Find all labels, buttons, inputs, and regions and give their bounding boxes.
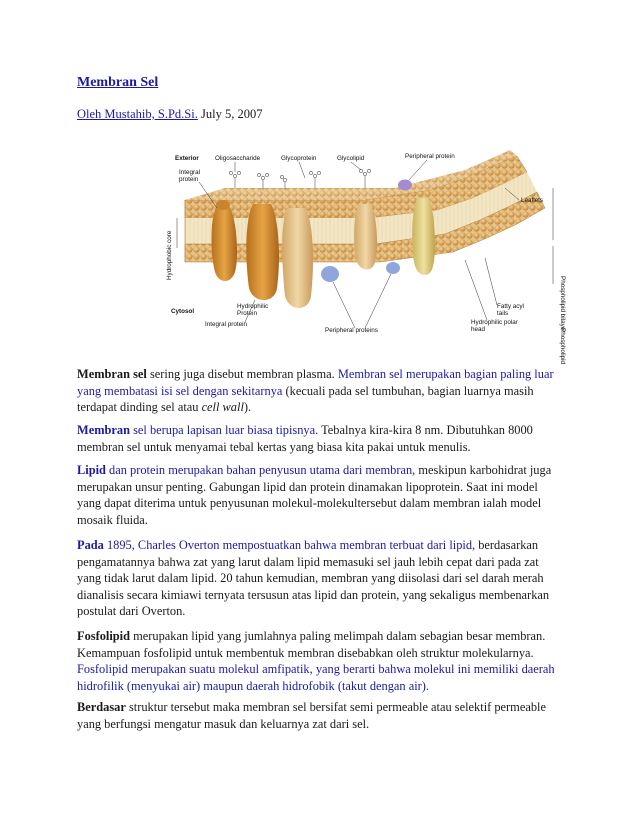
label-hydrophilic-protein-1: Hydrophilic bbox=[237, 303, 269, 310]
label-exterior: Exterior bbox=[175, 155, 199, 162]
text-line bbox=[77, 661, 567, 678]
label-fatty-acyl-2: tails bbox=[497, 310, 509, 317]
text-line bbox=[77, 462, 567, 479]
text-line bbox=[77, 383, 567, 400]
integral-protein-2 bbox=[246, 204, 279, 300]
integral-protein-4 bbox=[354, 204, 377, 270]
label-integral-protein-bottom: Integral protein bbox=[205, 321, 248, 328]
label-integral-protein-top-1: Integral bbox=[179, 169, 201, 176]
body-text: meskipun karbohidrat juga bbox=[415, 463, 552, 477]
highlight-text: Membran sel merupakan bagian paling luar bbox=[337, 367, 554, 381]
text-line bbox=[77, 439, 567, 456]
body-text: postulat dari Overton. bbox=[77, 604, 186, 619]
text-line bbox=[77, 716, 567, 733]
highlight-text: Fosfolipid merupakan suatu molekul amfipatik, yang berarti bahwa molekul ini memiliki daerah bbox=[77, 662, 555, 677]
integral-protein-3 bbox=[282, 208, 313, 308]
body-text: (kecuali pada sel tumbuhan, bagian luarnya masih bbox=[282, 383, 534, 398]
label-fatty-acyl-1: Fatty acyl bbox=[497, 303, 524, 310]
body-text: membran sel untuk menyamai tebal kertas yang biasa kita pakai untuk menulis. bbox=[77, 439, 471, 454]
body-text: yang dapat diterima untuk penyusunan molekul-molekultersebut dalam membran ialah model bbox=[77, 496, 542, 511]
text-line bbox=[77, 366, 567, 383]
body-text: pengamatannya bahwa zat yang larut dalam lipid memasuki sel jauh lebih cepat dari pada zat bbox=[77, 554, 539, 569]
body-text: ). bbox=[243, 400, 252, 415]
paragraph-6 bbox=[77, 699, 567, 732]
highlight-text: Berdasar bbox=[77, 700, 126, 714]
label-oligosaccharide: Oligosaccharide bbox=[215, 155, 261, 162]
peripheral-protein-bottom-1 bbox=[321, 266, 339, 282]
label-phospholipid: Phospholipid bbox=[559, 328, 566, 365]
label-hydrophobic-core: Hydrophobic core bbox=[166, 230, 173, 280]
paragraph-2 bbox=[77, 422, 567, 455]
label-integral-protein-top-2: protein bbox=[179, 176, 199, 183]
body-text: Kemampuan fosfolipid untuk membentuk membran disebabkan oleh struktur molekularnya. bbox=[77, 645, 534, 660]
body-text: merupakan unsur penting. Gabungan lipid dan protein dinamakan lipoprotein. Saat ini model bbox=[77, 479, 538, 494]
body-text: sering juga disebut membran plasma. bbox=[146, 367, 338, 381]
text-line bbox=[77, 512, 567, 529]
byline bbox=[77, 107, 262, 122]
text-line bbox=[77, 603, 567, 620]
body-text: berdasarkan bbox=[475, 538, 539, 552]
text-line bbox=[77, 495, 567, 512]
peripheral-protein-bottom-2 bbox=[386, 262, 400, 274]
highlight-text: Membran bbox=[77, 423, 130, 437]
text-line bbox=[77, 678, 567, 695]
label-glycoprotein: Glycoprotein bbox=[281, 155, 317, 162]
body-text: terdapat dinding sel atau bbox=[77, 400, 202, 415]
label-glycolipid: Glycolipid bbox=[337, 155, 365, 162]
label-hydrophilic-protein-2: Protein bbox=[237, 310, 257, 317]
highlight-text: Lipid bbox=[77, 463, 106, 477]
text-line bbox=[77, 699, 567, 716]
body-text: Tebalnya kira-kira 8 nm. Dibutuhkan 8000 bbox=[318, 423, 533, 437]
label-peripheral-proteins: Peripheral proteins bbox=[325, 327, 378, 334]
body-text: merupakan lipid yang jumlahnya paling melimpah dalam sebagian besar membran. bbox=[130, 629, 546, 643]
label-phospholipid-bilayer: Phospholipid bilayer bbox=[559, 276, 566, 333]
highlight-text: sel berupa lapisan luar biasa tipisnya. bbox=[130, 423, 319, 437]
peripheral-protein-top bbox=[398, 180, 412, 191]
paragraph-1 bbox=[77, 366, 567, 416]
body-text: dianalisis secara kimiawi ternyata tersusun atas lipid dan protein, yang sekaligus membenarkan bbox=[77, 587, 550, 602]
cell-membrane-figure bbox=[165, 148, 567, 365]
article-title[interactable]: Membran Sel bbox=[77, 75, 159, 90]
text-line bbox=[77, 628, 567, 645]
body-text: yang tidak larut dalam lipid. 20 tahun kemudian, membran yang diisolasi dari sel darah merah bbox=[77, 571, 544, 586]
text-line bbox=[77, 554, 567, 571]
paragraph-5 bbox=[77, 628, 567, 694]
author-link[interactable]: Oleh Mustahib, S.Pd.Si. bbox=[77, 107, 198, 121]
paragraph-4 bbox=[77, 537, 567, 620]
label-cytosol: Cytosol bbox=[171, 308, 195, 315]
highlight-text: 1895, Charles Overton mempostuatkan bahwa membran terbuat dari lipid, bbox=[103, 538, 476, 552]
body-text: struktur tersebut maka membran sel bersifat semi permeable atau selektif permeable bbox=[125, 700, 546, 714]
text-line bbox=[77, 399, 567, 416]
integral-protein-5 bbox=[412, 198, 435, 275]
highlight-text: dan protein merupakan bahan penyusun utama dari membran, bbox=[105, 463, 416, 477]
body-text: yang berfungsi mengatur masuk dan keluarnya zat dari sel. bbox=[77, 716, 370, 731]
text-line bbox=[77, 479, 567, 496]
body-text: mosaik fluida. bbox=[77, 512, 148, 527]
label-leaflets: Leaflets bbox=[521, 197, 544, 204]
highlight-text: yang membatasi isi sel dengan sekitarnya bbox=[77, 383, 283, 398]
highlight-text: Pada bbox=[77, 538, 104, 552]
text-line bbox=[77, 537, 567, 554]
highlight-text: Fosfolipid bbox=[77, 629, 131, 643]
text-line bbox=[77, 587, 567, 604]
highlight-text: Membran sel bbox=[77, 367, 147, 381]
text-line bbox=[77, 570, 567, 587]
label-peripheral-protein: Peripheral protein bbox=[405, 153, 455, 160]
text-line bbox=[77, 645, 567, 662]
paragraph-3 bbox=[77, 462, 567, 528]
integral-protein-1 bbox=[212, 206, 238, 281]
label-polar-head-2: head bbox=[471, 326, 486, 333]
label-polar-head-1: Hydrophilic polar bbox=[471, 319, 518, 326]
highlight-text: hidrofilik (menyukai air) maupun daerah hidrofobik (takut dengan air). bbox=[77, 678, 429, 693]
post-date: July 5, 2007 bbox=[197, 107, 263, 121]
body-text: cell wall bbox=[201, 400, 244, 415]
text-line bbox=[77, 422, 567, 439]
